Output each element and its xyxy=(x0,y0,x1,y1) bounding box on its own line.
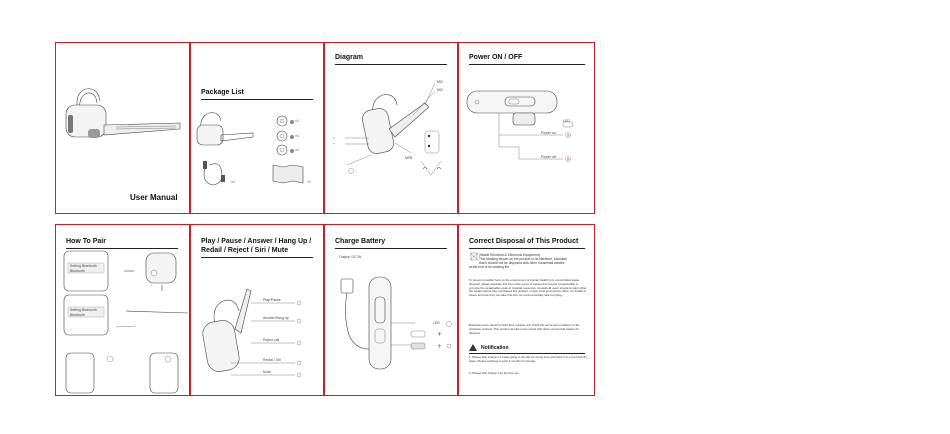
charge-illustration xyxy=(325,225,458,396)
play-title-line2: Redail / Reject / Siri / Mute xyxy=(201,247,289,254)
play-label-1: Answer/Hang up xyxy=(263,316,289,320)
svg-text:×: × xyxy=(566,156,570,162)
qty-cable: ×1 xyxy=(231,180,235,184)
power-off-label: Power off xyxy=(541,155,556,159)
cover-title: User Manual xyxy=(130,193,178,202)
pair-screen1-line2: Bluetooth xyxy=(70,269,85,273)
qty-tip2: ×1 xyxy=(295,134,299,138)
power-title: Power ON / OFF xyxy=(469,54,523,61)
svg-text:+: + xyxy=(437,331,443,338)
play-label-2: Reject call xyxy=(263,338,280,342)
pair-title: How To Pair xyxy=(66,238,106,245)
qty-tip3: ×1 xyxy=(295,148,299,152)
play-illustration xyxy=(191,225,324,396)
play-label-4: Mute xyxy=(263,370,271,374)
power-led-label: LED xyxy=(563,119,570,123)
charge-title: Charge Battery xyxy=(335,238,386,245)
qty-tip1: ×1 xyxy=(295,119,299,123)
diagram-title: Diagram xyxy=(335,54,364,61)
weee-line2: This Marking shown on the product or its literature, indicates xyxy=(479,257,567,261)
warning-icon xyxy=(469,344,477,351)
package-illustrations xyxy=(191,43,324,214)
weee-line1: (Waste Electrical & Electronic Equipment) xyxy=(479,253,540,257)
panel-disposal xyxy=(458,224,595,396)
vol-up-label: + xyxy=(333,136,336,140)
panel-cover xyxy=(55,42,190,214)
disposal-title: Correct Disposal of This Product xyxy=(469,238,579,245)
disposal-para2: Business users should contact their supplier and check the terms and conditions of the purchase contract. This product should not be mixed with other commercial wastes for disposal. xyxy=(469,323,580,335)
pair-screen1-line1: Setting Bluetooth xyxy=(70,264,97,268)
note-1: 1. Please fully charge it if it was going to lay idle for a long time and place it in a cool and dry place. Please recharge it each 2 months for storage. xyxy=(469,355,587,363)
headset-cover-illustration xyxy=(56,43,190,214)
mic-label-2: MIC xyxy=(437,88,444,92)
notification-heading: Notification xyxy=(481,345,509,351)
play-title-line1: Play / Pause / Answer / Hang Up / xyxy=(201,238,312,245)
play-label-3: Redial / Siri xyxy=(263,358,281,362)
panel-play xyxy=(190,224,324,396)
panel-diagram xyxy=(324,42,458,214)
vol-down-label: − xyxy=(333,142,336,146)
qty-manual: ×1 xyxy=(307,180,311,184)
panel-pair xyxy=(55,224,190,396)
mfb-label: MFB xyxy=(405,156,413,160)
weee-line4: at the end of its working life. xyxy=(469,265,510,269)
svg-text:×: × xyxy=(566,132,570,138)
power-illustration xyxy=(459,43,595,214)
package-title: Package List xyxy=(201,89,244,96)
notification-underline xyxy=(469,353,585,354)
charge-output-label: Output: DC 5V xyxy=(339,255,362,259)
panel-power xyxy=(458,42,595,214)
pair-screen2-line2: Bluetooth xyxy=(70,313,85,317)
diagram-illustration xyxy=(325,43,458,214)
panel-charge xyxy=(324,224,458,396)
disposal-para1: To prevent possible harm to the environment or human health from uncontrolled waste disposal, please separate this from other types of wastes and recycle it responsibly to promote the sustainable reuse of material resources. Household users should contact either the retailer where they purchased this product, or their local government office, for details of where and how they can take this item for environmentally safe recycling. xyxy=(469,278,587,298)
power-on-label: Power on xyxy=(541,131,556,135)
svg-text:+: + xyxy=(437,343,443,350)
note-2: 2. Please fully charge it for the first use. xyxy=(469,371,520,375)
weee-line3: that it should not be disposed with other household wastes xyxy=(479,261,565,265)
play-label-0: Play/Pause xyxy=(263,298,281,302)
panel-package xyxy=(190,42,324,214)
pair-screen2-line1: Setting Bluetooth xyxy=(70,308,97,312)
charge-led-label: LED xyxy=(433,321,440,325)
mic-label-1: MIC xyxy=(437,80,444,84)
